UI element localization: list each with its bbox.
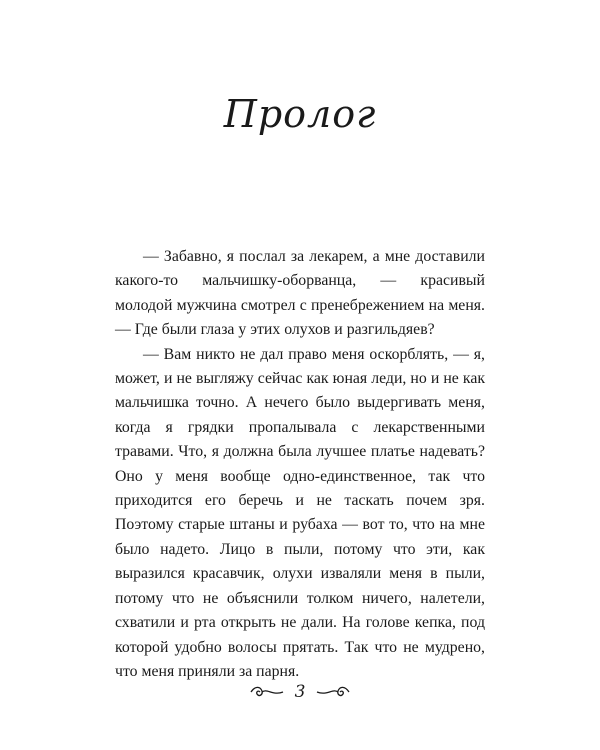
page-number: 3 (294, 682, 306, 702)
page-footer (0, 680, 600, 704)
paragraph-1: — Забавно, я послал за лекарем, а мне доставили какого-то мальчишку-оборванца, — красивый молодой мужчина смотрел с пренебрежением на меня. — Где были глаза у этих олухов и разгильдяев? (115, 248, 485, 339)
chapter-title: Пролог (223, 92, 377, 136)
body-text (115, 245, 485, 684)
paragraph-2: — Вам никто не дал право меня оскорблять, — я, может, и не выгляжу сейчас как юная леди, но и не как мальчишка точно. А нечего было выдергивать меня, когда я грядки пропалывала с лекарственными травами. Что, я должна была лучшее платье надевать? Оно у меня вообще одно-единственное, так что приходится его беречь и не таскать почем зря. Поэтому старые штаны и рубаха — вот то, что на мне было надето. Лицо в пыли, потому что эти, как выразился красавчик, олухи изваляли меня в пыли, потому что не объяснили толком ничего, налетели, схватили и рта открыть не дали. На голове кепка, под которой удобно волосы прятать. Так что не мудрено, что меня приняли за парня. (115, 345, 485, 680)
flourish-left-icon (249, 685, 285, 699)
flourish-right-icon (315, 685, 351, 699)
